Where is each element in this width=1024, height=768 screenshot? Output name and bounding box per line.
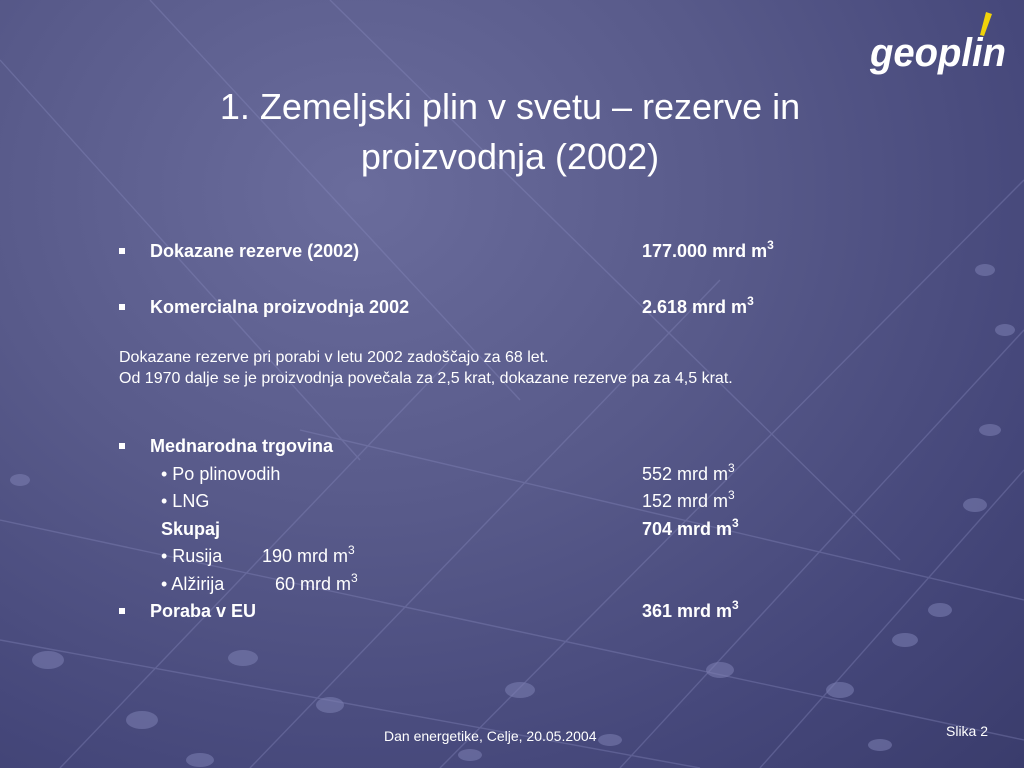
svg-text:geoplin: geoplin — [869, 31, 1006, 75]
note-growth-since-1970: Od 1970 dalje se je proizvodnja povečala za 2,5 krat, dokazane rezerve pa za 4,5 krat. — [119, 370, 733, 387]
lng-value: 152 mrd $m^3$ — [642, 488, 735, 511]
footer-event: Dan energetike, Celje, 20.05.2004 — [384, 728, 597, 744]
eu-consumption-value: 361 mrd $m^3$ — [642, 598, 739, 621]
russia-value: 190 mrd $m^3$ — [262, 543, 355, 566]
total-value: 704 mrd $m^3$ — [642, 516, 739, 539]
russia-label: • Rusija — [161, 546, 223, 566]
note-reserves-duration: Dokazane rezerve pri porabi v letu 2002 zadoščajo za 68 let. — [119, 349, 549, 366]
square-bullet-icon — [119, 443, 125, 449]
total-label: Skupaj — [161, 519, 221, 539]
lng-label: • LNG — [161, 491, 210, 511]
square-bullet-icon — [119, 608, 125, 614]
slide-title-line-2: proizvodnja (2002) — [360, 136, 660, 177]
pipelines-label: • Po plinovodih — [161, 464, 281, 484]
square-bullet-icon — [119, 248, 125, 254]
reserves-value: 177.000 mrd $m^3$ — [642, 238, 774, 261]
square-bullet-icon — [119, 304, 125, 310]
production-value: 2.618 mrd $m^3$ — [642, 294, 754, 317]
production-label: Komercialna proizvodnja 2002 — [150, 297, 410, 317]
reserves-label: Dokazane rezerve (2002) — [150, 241, 360, 261]
slide-title — [120, 82, 900, 182]
algeria-value: 60 mrd $m^3$ — [275, 571, 358, 594]
slide-number: Slika 2 — [946, 723, 989, 739]
trade-label: Mednarodna trgovina — [150, 436, 334, 456]
pipelines-value: 552 mrd $m^3$ — [642, 461, 735, 484]
slide-title-line-1: 1. Zemeljski plin v svetu – rezerve in — [219, 86, 801, 127]
algeria-label: • Alžirija — [161, 574, 225, 594]
eu-consumption-label: Poraba v EU — [150, 601, 257, 621]
geoplin-logo — [868, 10, 1013, 78]
